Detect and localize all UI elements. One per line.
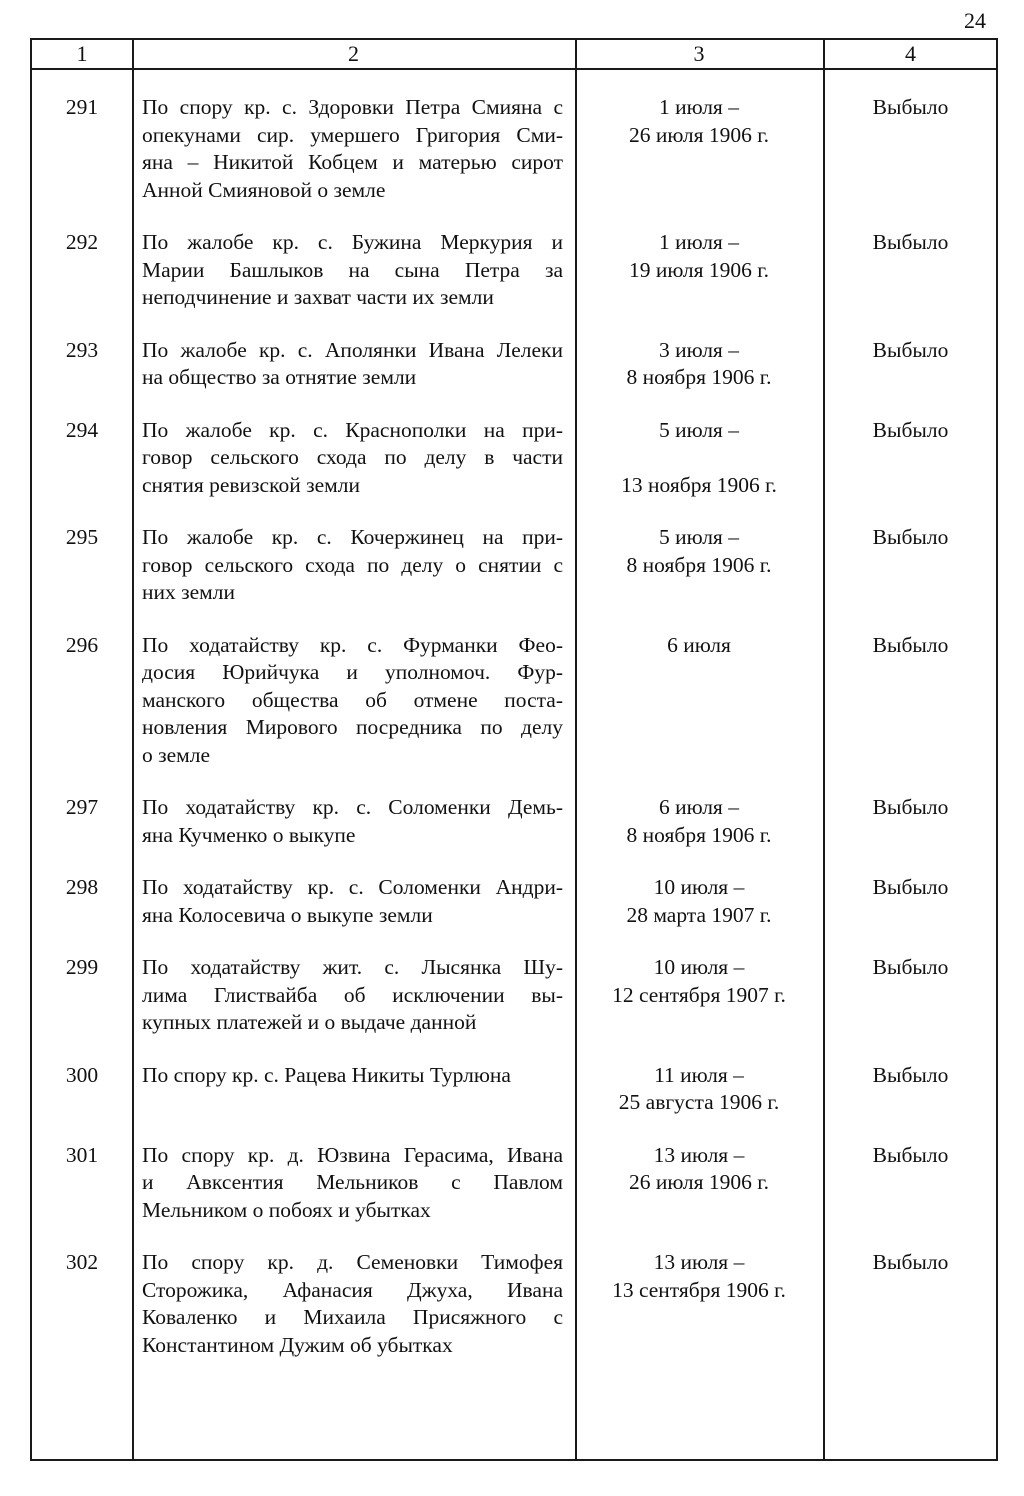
column-header-dates: 3 [693,41,705,66]
case-status: Выбыло [872,95,949,119]
date-line: 13 июля – [653,1250,745,1274]
description-line: По ходатайству кр. с. Фурманки Фео- [142,632,563,657]
description-line: Сторожика, Афанасия Джуха, Ивана [142,1277,563,1302]
case-number: 300 [65,1062,99,1087]
case-dates [575,94,823,149]
case-status: Выбыло [872,955,949,979]
column-header-description: 2 [348,41,359,66]
case-status: Выбыло [872,337,949,362]
case-description [142,337,563,392]
case-number: 298 [65,875,99,899]
case-dates [575,524,823,579]
case-dates [575,1062,823,1117]
case-description [142,94,563,204]
case-status: Выбыло [872,1142,949,1167]
date-line: 1 июля – [659,230,739,254]
case-status: Выбыло [872,230,949,254]
description-line: По жалобе кр. с. Краснополки на при- [142,417,563,442]
description-line: По спору кр. д. Юзвина Герасима, Ивана [142,1142,563,1167]
case-status: Выбыло [872,417,949,442]
table-row [32,954,996,1037]
date-line: 5 июля – [659,525,739,549]
table-row [32,229,996,312]
date-line: 13 ноября 1906 г. [621,472,777,497]
date-line: 19 июля 1906 г. [628,257,770,282]
case-number: 296 [65,632,99,657]
case-description [142,524,563,607]
date-line: 12 сентября 1907 г. [612,982,786,1007]
table-row [32,1142,996,1225]
description-line: досия Юрийчука и уполномоч. Фур- [142,660,563,684]
date-line: 8 ноября 1906 г. [626,822,772,847]
description-line: и Авксентия Мельников с Павлом [142,1170,563,1194]
description-line: снятия ревизской земли [142,472,360,497]
description-line: По спору кр. с. Здоровки Петра Смияна с [142,95,563,119]
description-line: По жалобе кр. с. Бужина Меркурия и [142,230,563,254]
table-body [32,94,996,1384]
date-gap [575,444,823,472]
description-line: По жалобе кр. с. Аполянки Ивана Лелеки [142,337,563,362]
case-description [142,417,563,500]
date-line: 10 июля – [653,875,745,899]
case-description [142,632,563,770]
table-row [32,337,996,392]
case-number: 293 [65,337,99,362]
date-line: 5 июля – [659,417,739,442]
description-line: Мельником о побоях и убытках [142,1197,431,1222]
description-line: на общество за отнятие земли [142,365,417,389]
case-dates [575,874,823,929]
case-number: 301 [65,1142,99,1167]
case-description [142,1062,563,1090]
description-line: опекунами сир. умершего Григория Сми- [142,122,563,147]
case-number: 294 [65,417,99,442]
table-row [32,874,996,929]
case-number: 297 [65,795,99,819]
description-line: По спору кр. д. Семеновки Тимофея [142,1250,563,1274]
case-status: Выбыло [872,1250,949,1274]
case-status: Выбыло [872,1062,949,1087]
case-dates [575,632,823,660]
case-description [142,1249,563,1359]
case-description [142,794,563,849]
case-dates [575,229,823,284]
table-row [32,1062,996,1117]
date-line: 26 июля 1906 г. [628,122,770,147]
case-dates [575,1142,823,1197]
date-line: 6 июля – [659,795,739,819]
case-number: 299 [65,955,99,979]
header-divider [32,68,996,70]
description-line: лима Глиствайба об исключении вы- [142,982,563,1007]
case-dates [575,1249,823,1304]
table-row [32,1249,996,1359]
column-header-number: 1 [76,41,88,66]
description-line: яна Кучменко о выкупе [142,822,356,847]
date-line: 13 сентября 1906 г. [612,1277,786,1302]
case-status: Выбыло [872,525,949,549]
description-line: Константином Дужим об убытках [142,1332,453,1357]
description-line: купных платежей и о выдаче данной [142,1010,477,1034]
description-line: Коваленко и Михаила Присяжного с [142,1305,563,1329]
description-line: По спору кр. с. Рацева Никиты Турлюна [142,1062,511,1087]
case-number: 292 [65,230,99,254]
register-table [30,38,998,1461]
description-line: яна Колосевича о выкупе земли [142,902,433,927]
case-description [142,874,563,929]
date-line: 11 июля – [654,1062,744,1087]
case-number: 295 [65,525,99,549]
page-number: 24 [964,8,986,33]
description-line: неподчинение и захват части их земли [142,285,494,309]
case-description [142,229,563,312]
date-line: 10 июля – [653,955,745,979]
description-line: манского общества об отмене поста- [142,687,563,712]
table-row [32,94,996,204]
date-line: 26 июля 1906 г. [628,1170,770,1194]
date-line: 3 июля – [659,337,739,362]
description-line: По жалобе кр. с. Кочержинец на при- [142,525,563,549]
column-header-status: 4 [905,41,916,66]
date-line: 28 марта 1907 г. [626,902,772,927]
date-line: 8 ноября 1906 г. [626,552,772,577]
description-line: о земле [142,742,211,767]
date-line: 8 ноября 1906 г. [626,365,772,389]
date-line: 6 июля [667,632,731,657]
date-line: 13 июля – [653,1142,745,1167]
table-row [32,524,996,607]
case-number: 291 [65,95,99,119]
description-line: говор сельского схода по делу в части [142,445,563,469]
description-line: По ходатайству кр. с. Соломенки Демь- [142,795,563,819]
case-status: Выбыло [872,795,949,819]
description-line: По ходатайству жит. с. Лысянка Шу- [142,955,563,979]
date-line: 25 августа 1906 г. [618,1090,780,1114]
date-line: 1 июля – [659,95,739,119]
case-description [142,954,563,1037]
description-line: яна – Никитой Кобцем и матерью сирот [142,150,563,174]
description-line: Марии Башлыков на сына Петра за [142,257,563,282]
description-line: Анной Смияновой о земле [142,177,386,202]
description-line: них земли [142,580,236,604]
case-status: Выбыло [872,632,949,657]
description-line: говор сельского схода по делу о снятии с [142,552,563,577]
case-dates [575,417,823,500]
case-dates [575,954,823,1009]
case-number: 302 [65,1250,99,1274]
case-status: Выбыло [872,875,949,899]
table-row [32,794,996,849]
case-description [142,1142,563,1225]
description-line: По ходатайству кр. с. Соломенки Андри- [142,875,563,899]
case-dates [575,337,823,392]
table-row [32,632,996,770]
case-dates [575,794,823,849]
description-line: новления Мирового посредника по делу [142,715,563,739]
table-header [32,40,996,68]
table-row [32,417,996,500]
